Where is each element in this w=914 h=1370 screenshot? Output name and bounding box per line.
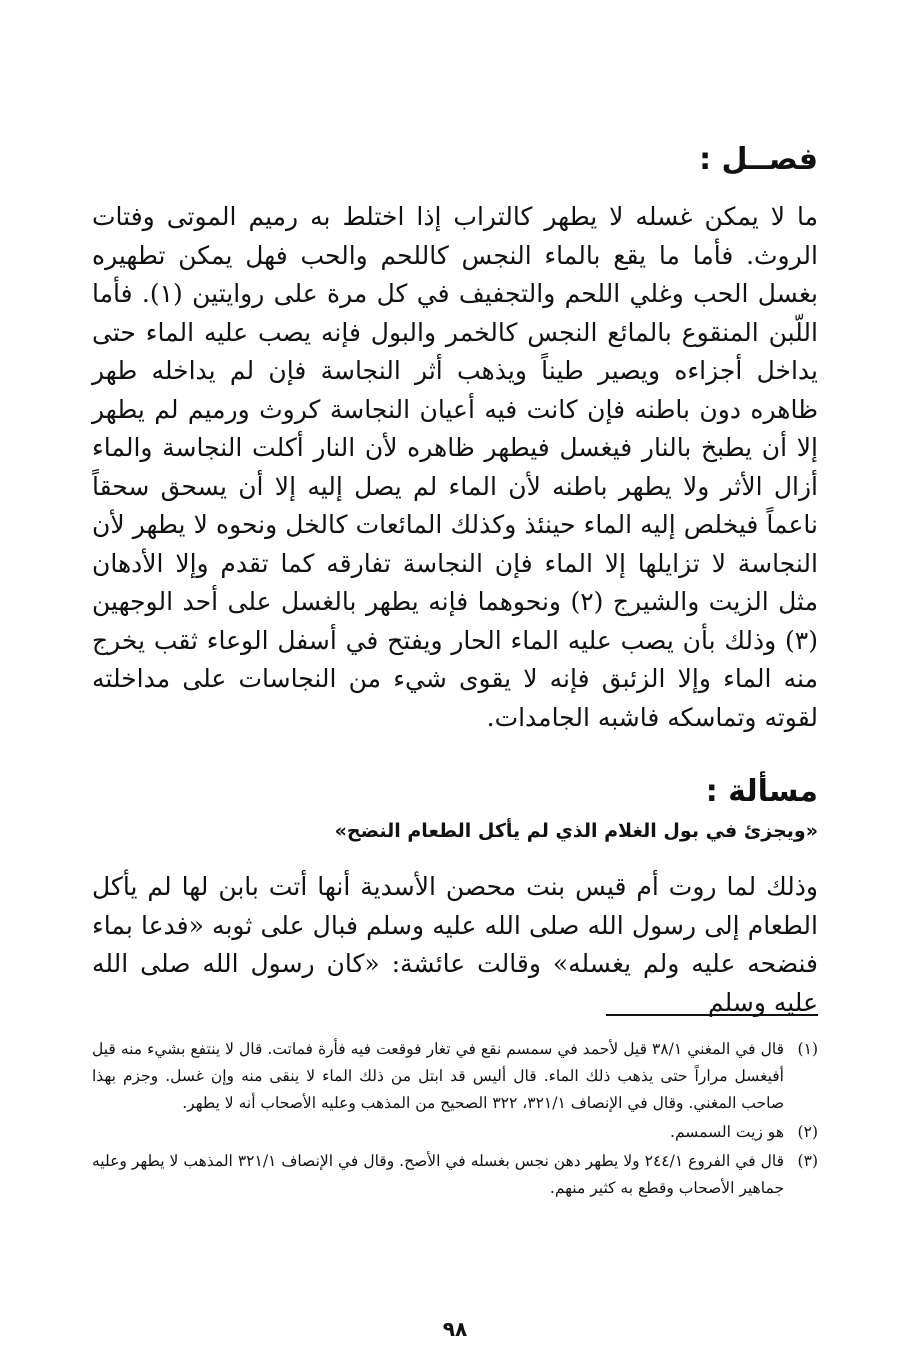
footnote — [92, 1036, 818, 1117]
footnote-divider — [606, 1014, 818, 1016]
body-paragraph: وذلك لما روت أم قيس بنت محصن الأسدية أنها أتت بابن لها لم يأكل الطعام إلى رسول الله صلى الله عليه وسلم فبال على ثوبه «فدعا بماء فنضحه عليه ولم يغسله» وقالت عائشة: «كان رسول الله صلى الله عليه وسلم — [92, 872, 818, 1017]
page-number: ٩٨ — [442, 1317, 468, 1341]
footnote-number: (٢) — [797, 1123, 818, 1141]
book-page — [92, 0, 818, 1370]
body-paragraph: ما لا يمكن غسله لا يطهر كالتراب إذا اختلط به رميم الموتى وفتات الروث. فأما ما يقع بالماء النجس كاللحم والحب فهل يمكن تطهيره بغسل الحب وغلي اللحم والتجفيف في كل مرة على روايتين (١). فأما اللّبن المنقوع بالمائع النجس كالخمر والبول فإنه يصب عليه الماء حتى يداخل أجزاءه ويصير طيناً ويذهب أثر النجاسة فإن لم يداخله طهر ظاهره دون باطنه فإن كانت فيه أعيان النجاسة كروث ورميم لم يطهر إلا أن يطبخ بالنار فيغسل فيطهر ظاهره لأن النار أكلت النجاسة والماء أزال الأثر ولا يطهر باطنه لأن الماء لم يصل إليه إلا أن يسحق سحقاً ناعماً فيخلص إليه الماء حينئذ وكذلك المائعات كالخل ونحوه لا يطهر لأن النجاسة لا تزايلها إلا الماء فإن النجاسة تفارقه كما تقدم وإلا الأدهان مثل الزيت والشيرج (٢) ونحوهما فإنه يطهر بالغسل على أحد الوجهين (٣) وذلك بأن يصب عليه الماء الحار ويفتح في أسفل الوعاء ثقب يخرج منه الماء وإلا الزئبق فإنه لا يقوى شيء من النجاسات على مداخلته لقوته وتماسكه فاشبه الجامدات. — [92, 202, 818, 732]
footnote-text: هو زيت السمسم. — [670, 1123, 784, 1141]
footnote — [92, 1148, 818, 1202]
footnote-number: (٣) — [797, 1152, 818, 1170]
footnote-number: (١) — [797, 1040, 818, 1058]
footnote-text: قال في الفروع ٢٤٤/١ ولا يطهر دهن نجس بغسله في الأصح. وقال في الإنصاف ٣٢١/١ المذهب لا يطهر وعليه جماهير الأصحاب وقطع به كثير منهم. — [92, 1152, 784, 1197]
quoted-text: «ويجزئ في بول الغلام الذي لم يأكل الطعام النضح» — [334, 820, 818, 842]
footnote-text: قال في المغني ٣٨/١ قيل لأحمد في سمسم نقع في تغار فوقعت فيه فأرة فماتت. قال لا ينتفع بشيء منه قيل أفيغسل مراراً حتى يذهب ذلك الماء. قال أليس قد ابتل من ذلك الماء لا ينقى منه وإن غسل. وجزم بهذا صاحب المغني. وقال في الإنصاف ٣٢١/١، ٣٢٢ الصحيح من المذهب وعليه الأصحاب أنه لا يطهر. — [92, 1040, 784, 1112]
footnote — [92, 1119, 818, 1146]
issue-heading: مسألة : — [705, 774, 818, 809]
section-heading: فصــل : — [699, 142, 818, 177]
footnotes — [92, 1036, 818, 1204]
